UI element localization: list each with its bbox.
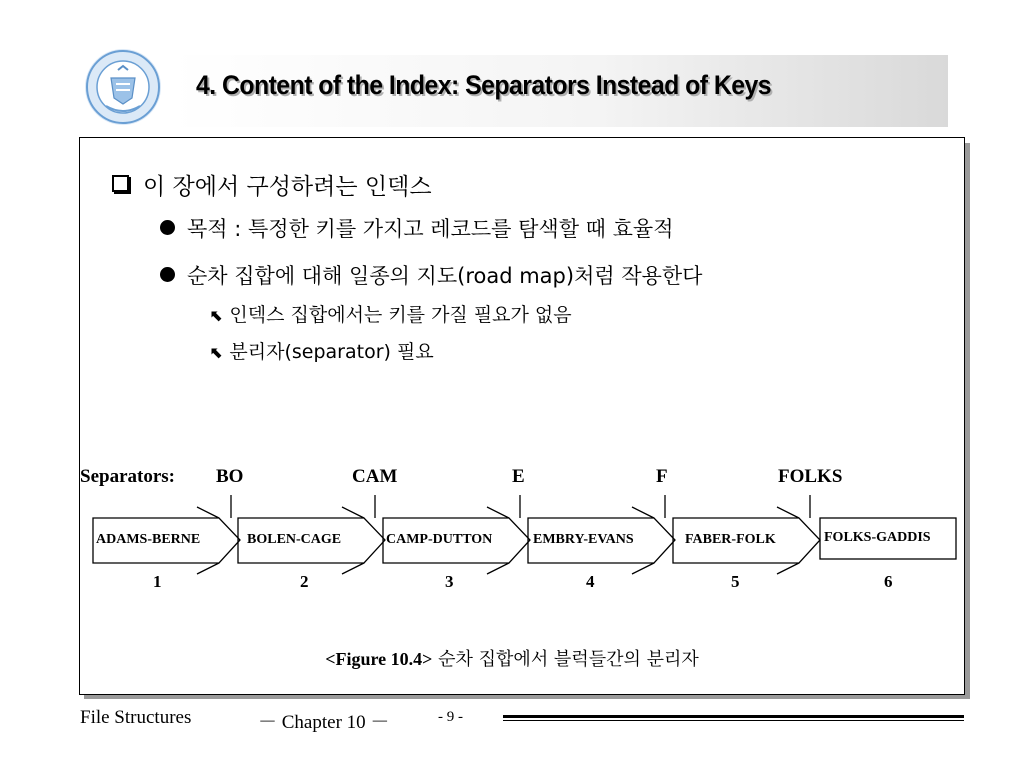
figure-caption-label: <Figure 10.4> [325,649,433,669]
block-number: 3 [445,572,454,591]
block-label: EMBRY-EVANS [533,532,634,547]
block-label: FABER-FOLK [685,532,776,547]
block-arrow-marks [342,507,364,574]
separator-label: CAM [352,466,398,487]
footer-page-number: - 9 - [438,709,463,725]
block-arrow-marks [632,507,654,574]
block-label: FOLKS-GADDIS [824,530,931,545]
block-label: CAMP-DUTTON [386,532,493,547]
block-number: 2 [300,572,309,591]
footer-chapter: － Chapter 10 － [258,712,390,733]
separator-label: F [656,466,668,487]
block-label: BOLEN-CAGE [247,532,342,547]
sub-sub-bullet-text: 분리자(separator) 필요 [229,341,434,363]
block-arrow-marks [197,507,219,574]
footer-rule-thin [503,720,964,721]
separator-label: E [512,466,525,487]
separator-label: FOLKS [778,466,843,487]
block-label: ADAMS-BERNE [96,532,201,547]
figure-caption-text: 순차 집합에서 블럭들간의 분리자 [438,649,699,670]
footer-rule [503,715,964,718]
slide-title: 4. Content of the Index: Separators Instead of Keys [196,70,772,100]
sub-bullet-text: 목적 : 특정한 키를 가지고 레코드를 탐색할 때 효율적 [187,217,674,241]
separator-label: BO [216,466,244,487]
sub-sub-bullet-text: 인덱스 집합에서는 키를 가질 필요가 없음 [229,304,572,326]
separators-label: Separators: [80,466,175,487]
arrow-bullet-icon: ⬉ [210,306,224,325]
figure-caption [0,645,1024,671]
block-number: 5 [731,572,740,591]
block-number: 4 [586,572,595,591]
footer-course: File Structures [80,707,192,728]
block-arrow-marks [777,507,799,574]
arrow-bullet-icon: ⬉ [210,343,224,362]
main-bullet-text: 이 장에서 구성하려는 인덱스 [143,174,432,200]
sub-bullet-text: 순차 집합에 대해 일종의 지도(road map)처럼 작용한다 [187,264,703,288]
block-number: 6 [884,572,893,591]
block-number: 1 [153,572,162,591]
